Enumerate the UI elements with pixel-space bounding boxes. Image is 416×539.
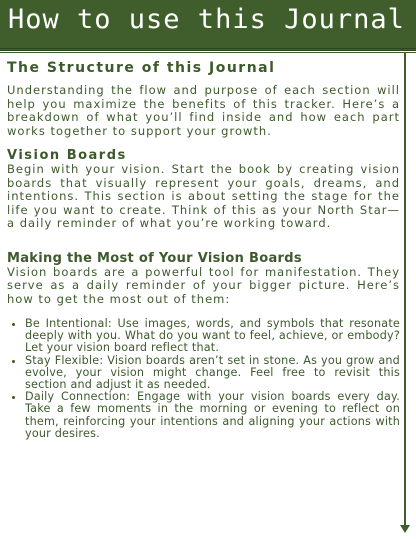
vision-boards-heading: Vision Boards [7, 148, 127, 163]
page-title: How to use this Journal [8, 4, 405, 35]
main-content [7, 60, 400, 440]
structure-heading: The Structure of this Journal [7, 60, 276, 76]
side-guide-line [404, 53, 406, 528]
vision-boards-paragraph: Begin with your vision. Start the book by creating vision boards that visually represent your goals, dreams, and intentions. This section is about setting the stage for the life you want to create. Think of this as your North Star—a daily reminder of what you’re working toward. [7, 162, 400, 230]
header-banner [0, 0, 416, 51]
list-item: • Daily Connection: Engage with your vision boards every day. Take a few moments in the morning or evening to reflect on them, reinforcing your intentions and aligning your actions with your desires. [25, 391, 400, 440]
making-most-paragraph: Vision boards are a powerful tool for manifestation. They serve as a daily reminder of your bigger picture. Here’s how to get the most out of them: [7, 264, 400, 306]
making-most-heading: Making the Most of Your Vision Boards [7, 250, 302, 266]
header-divider [0, 52, 416, 53]
list-item: • Stay Flexible: Vision boards aren’t set in stone. As you grow and evolve, your vision might change. Feel free to revisit this section and adjust it as needed. [25, 355, 400, 392]
arrow-down-icon [400, 525, 410, 533]
structure-paragraph: Understanding the flow and purpose of each section will help you maximize the benefits of this tracker. Here’s a breakdown of what you’ll find inside and how each part works together to support your growth. [7, 83, 400, 138]
tips-list [7, 318, 400, 440]
list-item: • Be Intentional: Use images, words, and symbols that resonate deeply with you. What do you want to feel, achieve, or embody? Let your vision board reflect that. [25, 318, 400, 355]
